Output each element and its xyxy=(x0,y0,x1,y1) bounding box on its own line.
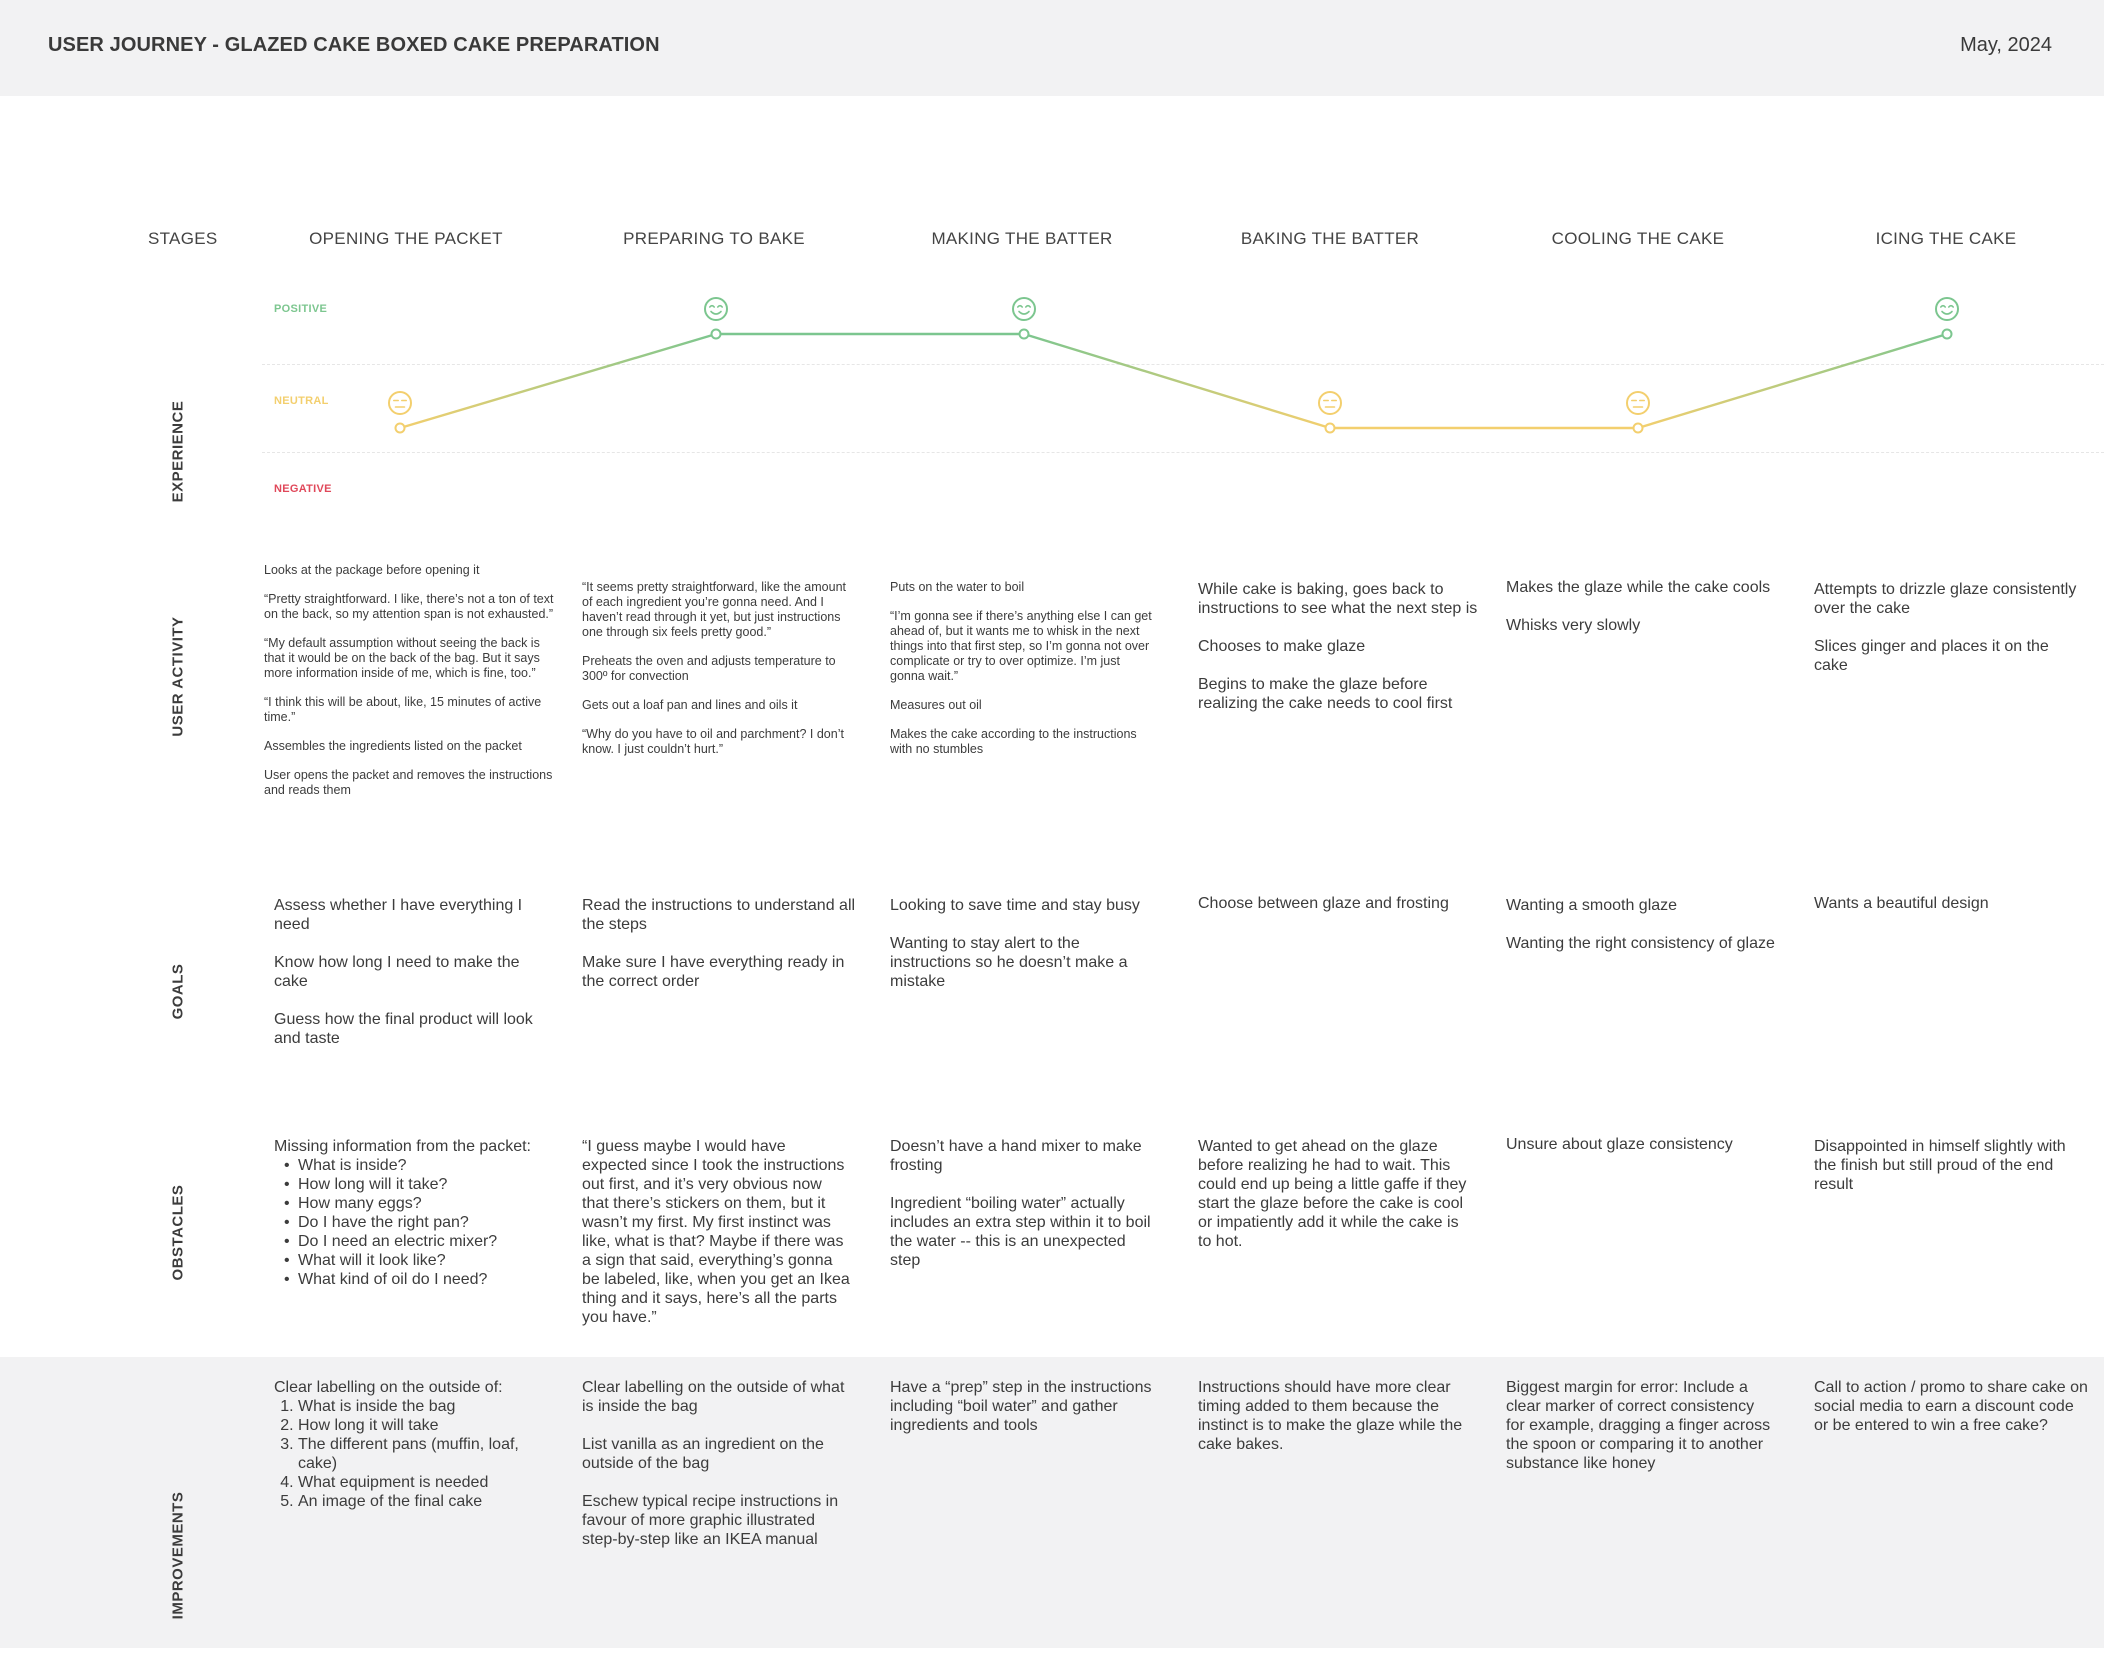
happy-face-icon xyxy=(1013,298,1035,320)
stage-title: MAKING THE BATTER xyxy=(931,229,1113,248)
activity-item: Puts on the water to boil xyxy=(890,580,1025,594)
activity-item: Gets out a loaf pan and lines and oils it xyxy=(582,698,798,712)
activity-item: Looks at the package before opening it xyxy=(264,563,480,577)
improvement-item: Instructions should have more clear timing added to them because the instinct is to make the glaze while the cake bakes. xyxy=(1198,1379,1463,1453)
goal-item: Know how long I need to make the cake xyxy=(274,954,520,990)
activity-cell xyxy=(582,580,850,771)
activity-item: Attempts to drizzle glaze consistently over the cake xyxy=(1814,581,2077,617)
goals-cell xyxy=(274,896,554,1067)
obstacle-item: Doesn’t have a hand mixer to make frosting xyxy=(890,1138,1142,1174)
obstacles-cell xyxy=(1814,1137,2089,1213)
goals-cell xyxy=(890,896,1165,1010)
experience-negative-label: NEGATIVE xyxy=(274,483,332,495)
improvements-cell xyxy=(1198,1378,1468,1473)
activity-item: User opens the packet and removes the instructions and reads them xyxy=(264,768,553,797)
obstacles-row-label: OBSTACLES xyxy=(169,1184,187,1281)
activity-item: Assembles the ingredients listed on the packet xyxy=(264,739,522,753)
obstacles-cell xyxy=(1198,1137,1468,1270)
improvements-cell xyxy=(274,1378,544,1511)
obstacle-list-item: • What is inside? xyxy=(298,1156,554,1175)
goal-item: Guess how the final product will look and taste xyxy=(274,1011,533,1047)
obstacle-list xyxy=(274,1156,554,1289)
happy-face-icon xyxy=(1936,298,1958,320)
improvement-list xyxy=(274,1397,544,1511)
neutral-face-icon xyxy=(1319,392,1341,414)
activity-item: Measures out oil xyxy=(890,698,982,712)
improvement-item: Biggest margin for error: Include a clear marker of correct consistency for example, dragging a finger across the spoon or comparing it to another substance like honey xyxy=(1506,1379,1771,1472)
improvement-item: Call to action / promo to share cake on social media to earn a discount code or be entered to win a free cake? xyxy=(1814,1379,2088,1434)
obstacle-list-item: • How long will it take? xyxy=(298,1175,554,1194)
activity-item: While cake is baking, goes back to instructions to see what the next step is xyxy=(1198,581,1478,617)
goal-item: Wanting a smooth glaze xyxy=(1506,897,1678,914)
improvement-list-item: 1. What is inside the bag xyxy=(298,1397,544,1416)
activity-cell xyxy=(890,580,1158,771)
improvements-row-label: IMPROVEMENTS xyxy=(169,1491,187,1620)
activity-item: Preheats the oven and adjusts temperature to 300º for convection xyxy=(582,654,836,683)
activity-item: Slices ginger and places it on the cake xyxy=(1814,638,2049,674)
obstacles-cell xyxy=(582,1137,852,1346)
obstacle-item: Disappointed in himself slightly with the finish but still proud of the end result xyxy=(1814,1138,2066,1193)
page-date: May, 2024 xyxy=(1960,34,2052,56)
goals-cell xyxy=(1506,896,1776,972)
experience-point xyxy=(1020,330,1029,339)
goal-item: Make sure I have everything ready in the correct order xyxy=(582,954,845,990)
improvements-cell xyxy=(582,1378,852,1568)
activity-item: Makes the cake according to the instructions with no stumbles xyxy=(890,727,1137,756)
goals-cell xyxy=(1198,894,1478,932)
activity-cell xyxy=(264,563,554,812)
activity-item: “Why do you have to oil and parchment? I don’t know. I just couldn’t hurt.” xyxy=(582,727,844,756)
activity-item: “It seems pretty straightforward, like the amount of each ingredient you’re gonna need. And I haven’t read through it yet, but just instructions one through six feels pretty good.” xyxy=(582,580,846,639)
stage-title: COOLING THE CAKE xyxy=(1551,229,1725,248)
activity-item: Chooses to make glaze xyxy=(1198,638,1366,655)
activity-item: “Pretty straightforward. I like, there’s not a ton of text on the back, so my attention span is not exhausted.” xyxy=(264,592,554,621)
goal-item: Read the instructions to understand all the steps xyxy=(582,897,856,933)
experience-point xyxy=(1326,424,1335,433)
activity-item: Whisks very slowly xyxy=(1506,617,1641,634)
stage-title: BAKING THE BATTER xyxy=(1240,229,1420,248)
improvement-item: List vanilla as an ingredient on the outside of the bag xyxy=(582,1436,824,1472)
obstacles-cell xyxy=(274,1137,554,1289)
improvements-cell xyxy=(1506,1378,1776,1492)
stages-row-label: STAGES xyxy=(148,229,218,248)
stage-title: PREPARING TO BAKE xyxy=(623,229,805,248)
goals-cell xyxy=(582,896,857,1010)
experience-point xyxy=(1943,330,1952,339)
obstacle-list-item: • How many eggs? xyxy=(298,1194,554,1213)
experience-point xyxy=(1634,424,1643,433)
goals-cell xyxy=(1814,894,2084,932)
stage-title: ICING THE CAKE xyxy=(1875,229,2017,248)
obstacle-item: Unsure about glaze consistency xyxy=(1506,1136,1733,1153)
improvement-list-item: 3. The different pans (muffin, loaf, cake) xyxy=(298,1435,544,1473)
experience-line-segment xyxy=(1024,334,1330,428)
improvement-list-item: 5. An image of the final cake xyxy=(298,1492,544,1511)
improvement-item: Eschew typical recipe instructions in favour of more graphic illustrated step-by-step like an IKEA manual xyxy=(582,1493,839,1548)
goals-row-label: GOALS xyxy=(169,963,187,1020)
activity-item: “I’m gonna see if there’s anything else I can get ahead of, but it wants me to whisk in the next things into that first step, so I’m gonna not over complicate or try to over optimize. I’m just gonna wait.” xyxy=(890,609,1152,683)
activity-item: Begins to make the glaze before realizing the cake needs to cool first xyxy=(1198,676,1453,712)
improvements-cell xyxy=(1814,1378,2089,1454)
neutral-face-icon xyxy=(1627,392,1649,414)
experience-positive-label: POSITIVE xyxy=(274,303,328,315)
obstacle-item: Ingredient “boiling water” actually includes an extra step within it to boil the water -- this is an unexpected step xyxy=(890,1195,1151,1269)
activity-item: Makes the glaze while the cake cools xyxy=(1506,579,1771,596)
page-title: USER JOURNEY - GLAZED CAKE BOXED CAKE PREPARATION xyxy=(48,34,660,56)
improvements-cell xyxy=(890,1378,1160,1454)
experience-line-segment xyxy=(400,334,716,428)
obstacle-intro: Missing information from the packet: xyxy=(274,1138,531,1155)
experience-line-segment xyxy=(1638,334,1947,428)
improvement-item: Clear labelling on the outside of what is inside the bag xyxy=(582,1379,845,1415)
neutral-face-icon xyxy=(389,392,411,414)
experience-point xyxy=(396,424,405,433)
activity-cell xyxy=(1198,580,1483,732)
experience-row-label: EXPERIENCE xyxy=(169,400,187,503)
stage-title: OPENING THE PACKET xyxy=(309,229,503,248)
improvement-list-item: 2. How long it will take xyxy=(298,1416,544,1435)
activity-item: “My default assumption without seeing the back is that it would be on the back of the bag. But it says more information inside of me, which is fine, too.” xyxy=(264,636,540,680)
improvement-list-item: 4. What equipment is needed xyxy=(298,1473,544,1492)
obstacle-list-item: • Do I have the right pan? xyxy=(298,1213,554,1232)
goal-item: Looking to save time and stay busy xyxy=(890,897,1140,914)
obstacles-cell xyxy=(890,1137,1160,1289)
goal-item: Choose between glaze and frosting xyxy=(1198,895,1449,912)
activity-cell xyxy=(1506,578,1776,654)
experience-chart xyxy=(0,0,2104,560)
goal-item: Wants a beautiful design xyxy=(1814,895,1989,912)
activity-cell xyxy=(1814,580,2084,694)
goal-item: Wanting the right consistency of glaze xyxy=(1506,935,1775,952)
goal-item: Assess whether I have everything I need xyxy=(274,897,523,933)
obstacle-list-item: • What kind of oil do I need? xyxy=(298,1270,554,1289)
obstacle-item: “I guess maybe I would have expected since I took the instructions out first, and it’s very obvious now that there’s stickers on them, but it wasn’t my first. My first instinct was like, what is that? Maybe if there was a sign that said, everything’s gonna be labeled, like, when you get an Ikea thing and it says, here’s all the parts you have.” xyxy=(582,1138,850,1326)
user-activity-row-label: USER ACTIVITY xyxy=(169,616,187,737)
obstacles-cell xyxy=(1506,1135,1776,1173)
improvement-intro: Clear labelling on the outside of: xyxy=(274,1379,503,1396)
experience-point xyxy=(712,330,721,339)
improvement-item: Have a “prep” step in the instructions including “boil water” and gather ingredients and tools xyxy=(890,1379,1152,1434)
happy-face-icon xyxy=(705,298,727,320)
obstacle-list-item: • What will it look like? xyxy=(298,1251,554,1270)
obstacle-item: Wanted to get ahead on the glaze before realizing he had to wait. This could end up being a little gaffe if they start the glaze before the cake is cool or impatiently add it while the cake is to hot. xyxy=(1198,1138,1467,1250)
activity-item: “I think this will be about, like, 15 minutes of active time.” xyxy=(264,695,542,724)
obstacle-list-item: • Do I need an electric mixer? xyxy=(298,1232,554,1251)
goal-item: Wanting to stay alert to the instructions so he doesn’t make a mistake xyxy=(890,935,1128,990)
experience-neutral-label: NEUTRAL xyxy=(274,395,329,407)
